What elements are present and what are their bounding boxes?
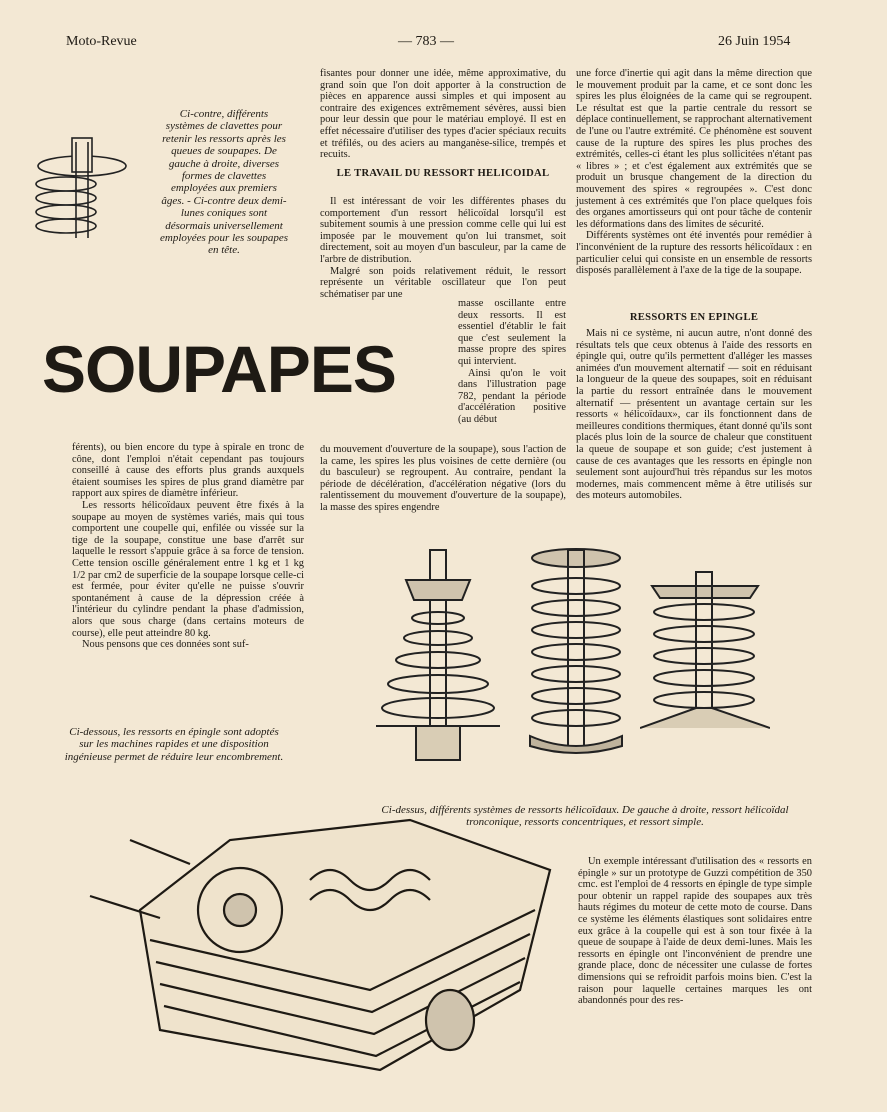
valve-keys-illustration: [26, 134, 138, 242]
paragraph: Les ressorts hélicoïdaux peuvent être fixés à la soupape au moyen de systèmes variés, mais qui tous comportent une coupelle qui, enfilée ou vissée sur la tige de la soupape, constitue une base d'arrêt sur laquelle le ressort s'appuie grâce à sa force de tension. Cette tension oscille généralement entre 1 kg et 1 kg 1/2 par cm2 de superficie de la soupape lorsque celle-ci est fermée, pour éviter qu'elle ne puisse s'ouvrir spontanément à cause de la dépression créée à l'intérieur du cylindre pendant la phase d'admission, alors que sous charge (dans certains moteurs de course), elle peut atteindre 80 kg.: [72, 499, 304, 639]
article-col1: [72, 442, 304, 651]
paragraph: Un exemple intéressant d'utilisation des « ressorts en épingle » sur un prototype de Guzzi compétition de 350 cmc. est l'emploi de 4 ressorts en épingle de type simple pour obtenir un rappel rapide des soupapes aux très hauts régimes du moteur de cette moto de course. Dans ce système les éléments élastiques sont solidaires entre eux grâce à la coupelle qui est à son tour fixée à la queue de soupape à l'aide de deux demi-lunes. Mais les ressorts en épingle ont l'inconvénient de prendre une grande place, donc de nécessiter une culasse de fortes dimensions qui se refroidit parfois moins bien. C'est la raison pour laquelle certaines marques les ont abandonnés pour des res-: [578, 856, 812, 1007]
article-col2-travail: [320, 196, 566, 300]
paragraph: Nous pensons que ces données sont suf-: [82, 639, 249, 651]
heading-ressorts-epingle: RESSORTS EN EPINGLE: [629, 312, 759, 323]
paragraph: férents), ou bien encore du type à spirale en tronc de cône, dont l'emploi n'était cependant pas toujours conseillé à cause des efforts plus grands auxquels étaient soumises les spires de plus grand diamètre par rapport aux spires de diamètre inférieur.: [72, 442, 304, 500]
article-col3-bottom: [578, 856, 812, 1007]
caption-hairpin-springs: Ci-dessous, les ressorts en épingle sont adoptés sur les machines rapides et une disposition ingénieuse permet de réduire leur encombrement.: [64, 726, 284, 763]
paragraph: Malgré son poids relativement réduit, le ressort représente un véritable oscillateur que l'on peut schématiser par une: [320, 265, 566, 300]
simple-spring-illustration: [640, 568, 770, 740]
cylinder-head-illustration: [80, 800, 580, 1090]
caption-helical-springs: Ci-dessus, différents systèmes de ressorts hélicoïdaux. De gauche à droite, ressort hélicoïdal tronconique, ressorts concentriques, et ressort simple.: [381, 804, 789, 829]
paragraph: masse oscillante entre deux ressorts. Il est essentiel d'établir le fait que c'est seulement la masse propre des spires qui intervient.: [458, 298, 566, 367]
paragraph: Ainsi qu'on le voit dans l'illustration page 782, pendant la période d'accélération positive (au début: [458, 367, 566, 425]
magazine-name: Moto-Revue: [66, 34, 137, 49]
article-col3-top: [576, 68, 812, 277]
paragraph: Mais ni ce système, ni aucun autre, n'ont donné des résultats tels que ceux obtenus à l'aide des ressorts en épingle qui, outre qu'ils permettent d'alléger les masses animées d'un mouvement alternatif — soit en réduisant la longueur de la queue des soupapes, soit en réduisant la partie du ressort entraînée dans le mouvement alternatif — présentent un avantage certain sur les ressorts « hélicoïdaux», car ils fonctionnent dans de meilleures conditions thermiques, étant donné qu'ils sont placés plus loin de la source de chaleur que constituent la queue de soupape et son guide; c'est justement à cause de ces avantages que les ressorts en épingle non seulement sont aujourd'hui très répandus sur les motos modernes, mais commencent même à être utilisés sur des moteurs automobiles.: [576, 328, 812, 502]
article-col3-epingle: [576, 328, 812, 502]
article-col2-intro: fisantes pour donner une idée, même approximative, du grand soin que l'on doit apporter à la construction de pièces en apparence aussi simples et qui imposent au contraire des exigences extrêmement sévères, aussi bien pour leur dessin que pour le matériau employé. Il est en effet nécessaire d'utiliser des types d'acier spéciaux recuits et tréfilés, ou des aciers au manganèse-silice, trempés et recuits.: [320, 68, 566, 161]
article-title: SOUPAPES: [42, 332, 396, 406]
issue-date: 26 Juin 1954: [718, 34, 791, 49]
heading-travail-ressort: LE TRAVAIL DU RESSORT HELICOIDAL: [336, 168, 550, 179]
paragraph: Il est intéressant de voir les différentes phases du comportement d'un ressort hélicoïdal lorsqu'il est subitement soumis à une pression comme celle qui lui est imposée par le mouvement qu'on lui transmet, soit directement, soit au moyen d'un basculeur, par la came de l'arbre de distribution.: [320, 196, 566, 265]
article-col2-continued: du mouvement d'ouverture de la soupape), sous l'action de la came, les spires les plus voisines de cette dernière (ou du basculeur) se regroupent. Au contraire, pendant la période de décélération, d'accélération négative (lors du ralentissement du mouvement d'ouverture de la soupape), la masse des spires engendre: [320, 444, 566, 513]
conical-spring-illustration: [376, 540, 500, 762]
page-number: — 783 —: [398, 34, 454, 49]
article-col2-narrow: [458, 298, 566, 426]
caption-valve-keys: Ci-contre, différents systèmes de clavettes pour retenir les ressorts après les queues de soupapes. De gauche à droite, diverses formes de clavettes employées aux premiers âges. - Ci-contre deux demi-lunes coniques sont désormais universellement employées pour les soupapes en tête.: [160, 108, 289, 257]
paragraph: Différents systèmes ont été inventés pour remédier à l'inconvénient de la rupture des ressorts hélicoïdaux : en particulier celui qui consiste en un ensemble de ressorts disposés parallèlement à l'axe de la tige de la soupape.: [576, 230, 812, 277]
paragraph: une force d'inertie qui agit dans la même direction que le mouvement produit par la came, et ce sont donc les spires les plus éloignées de la came qui se regroupent. Le résultat est que la partie centrale du ressort se déplace continuellement, se rapprochant alternativement de l'une ou l'autre extrémité. Ce phénomène est souvent cause de la rupture des spires les plus proches des extrémités, celles-ci étant les plus sollicitées n'étant pas « libres » ; et c'est également aux extrémités que se produit un brusque changement de la direction du mouvement des spires « regroupées ». C'est donc justement à ces extrémités que l'on place quelques fois des organes amortisseurs qui ont pour tâche de contenir les déformations dans des limites de sécurité.: [576, 68, 812, 230]
concentric-springs-illustration: [524, 546, 628, 756]
